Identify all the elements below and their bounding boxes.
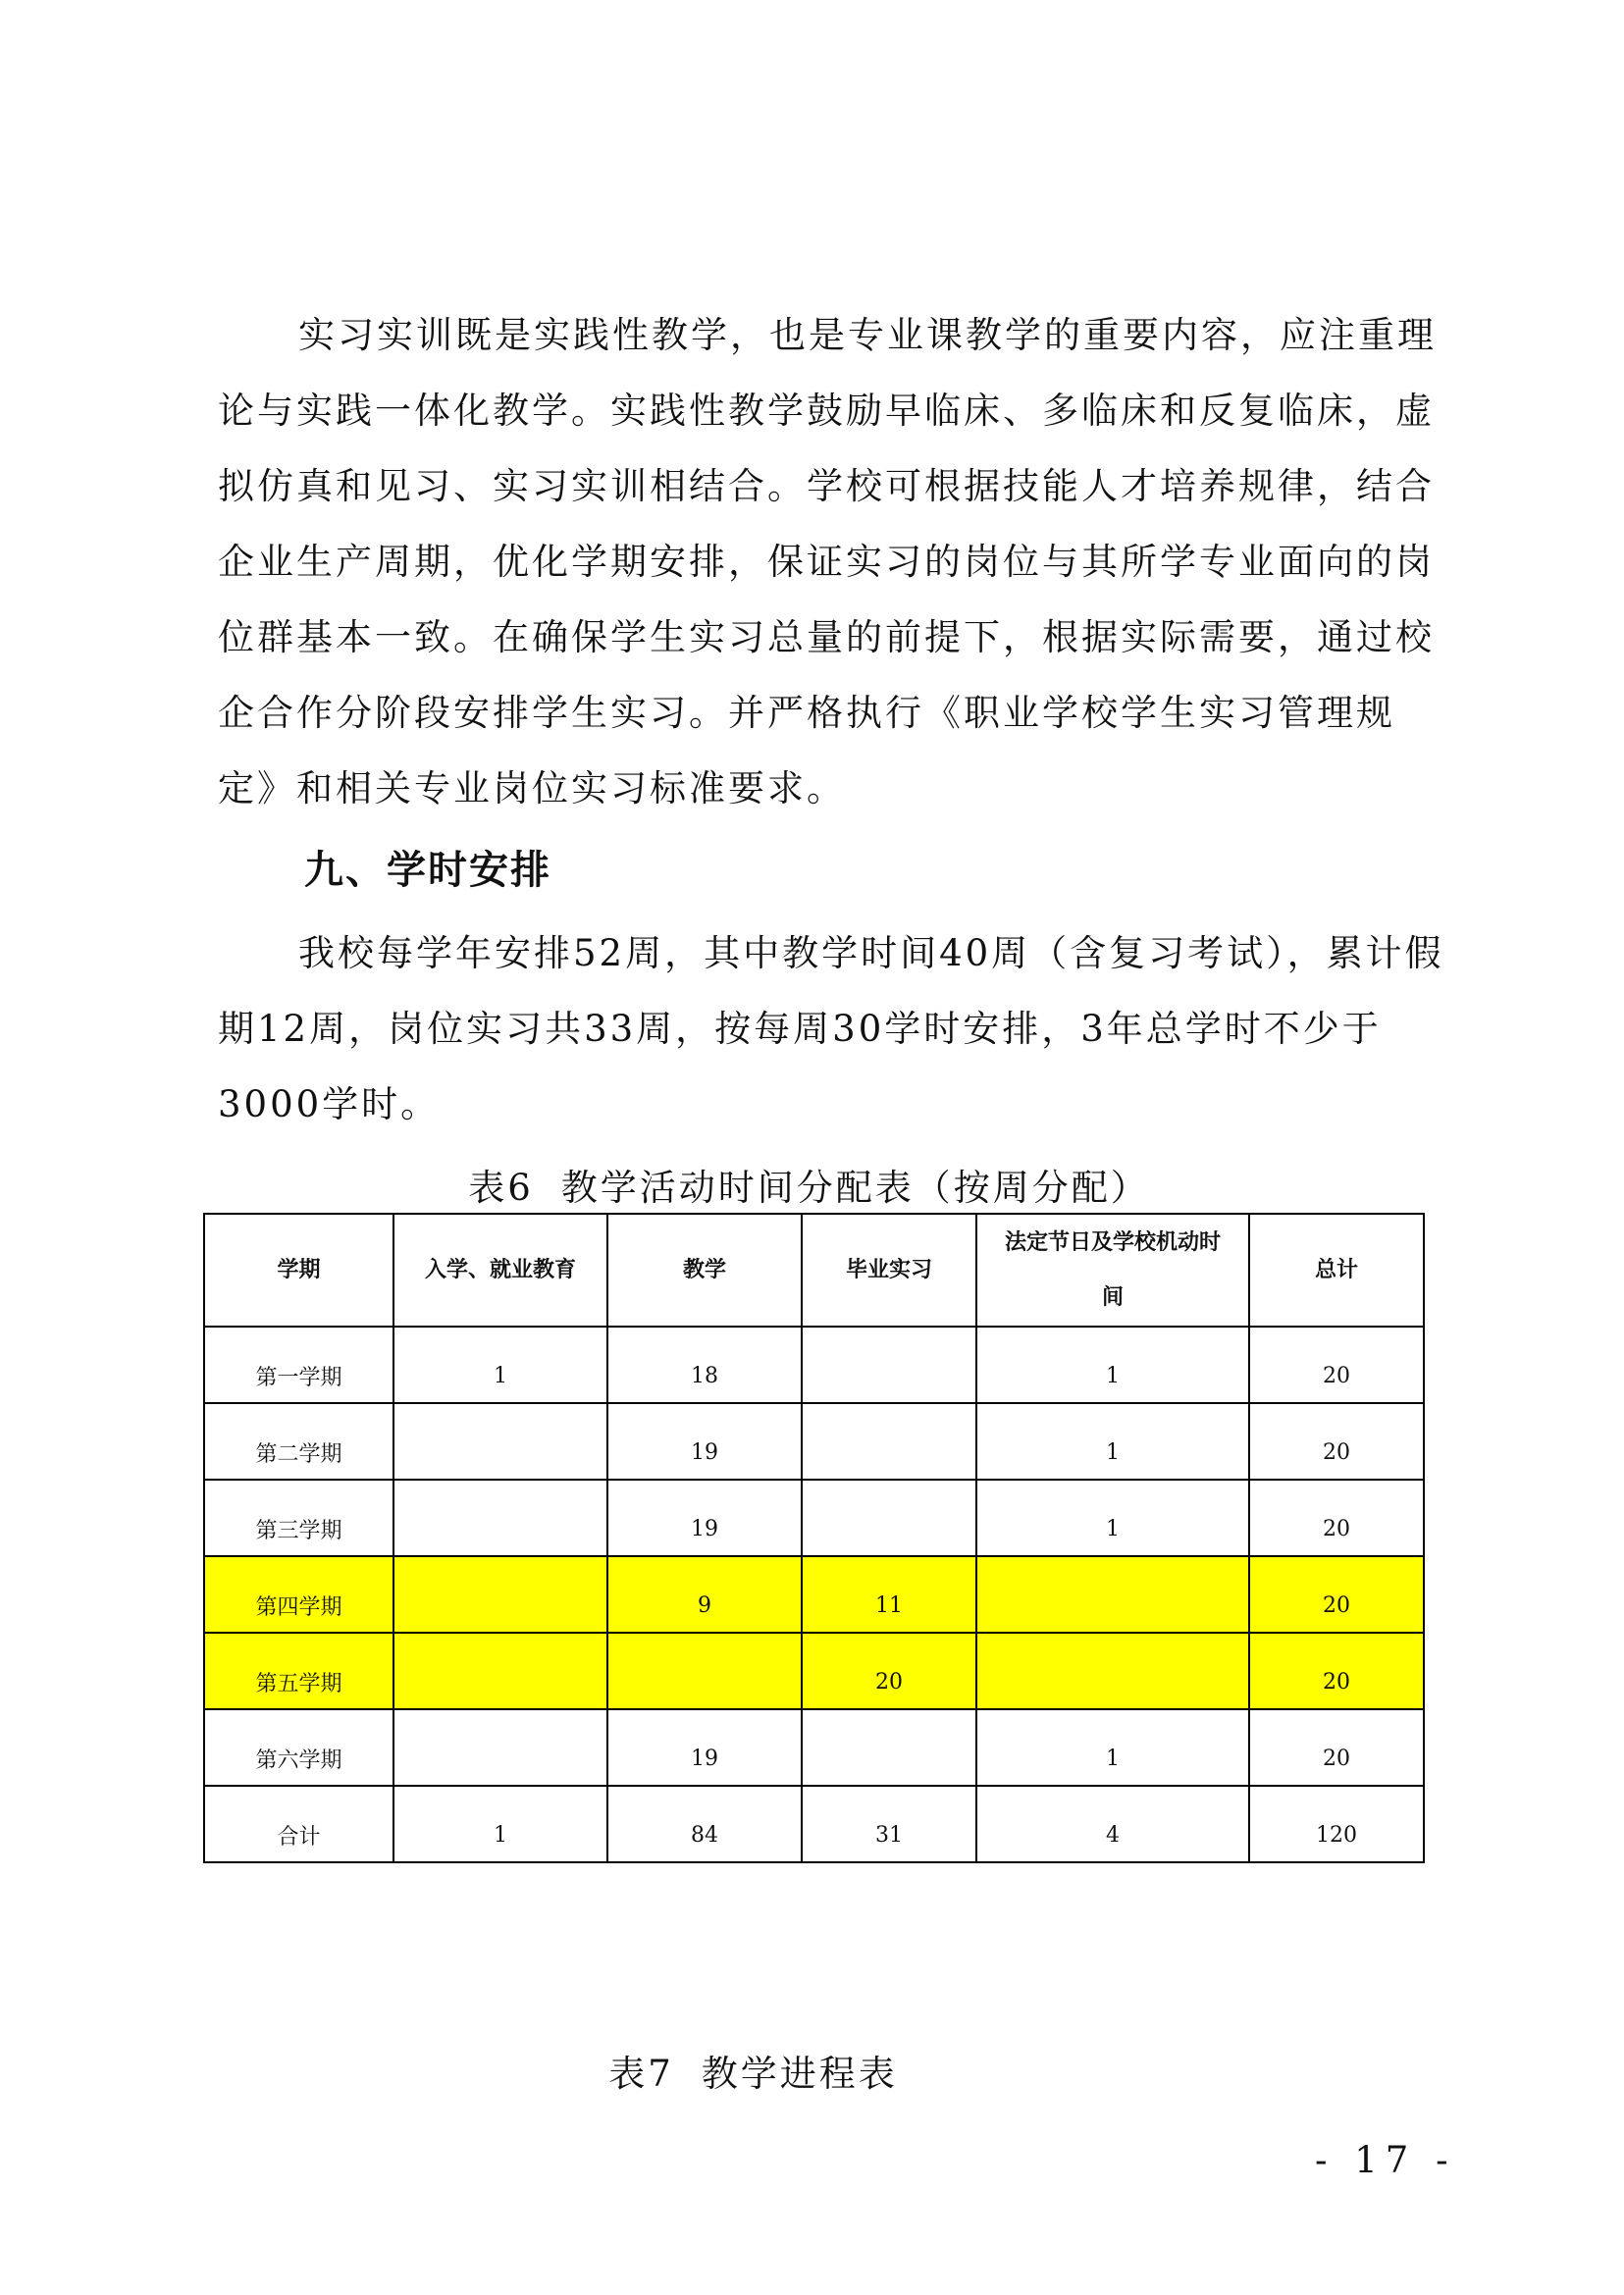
cell-holidays: 1 [976, 1709, 1249, 1786]
body-paragraph-schedule: 我校每学年安排52周，其中教学时间40周（含复习考试），累计假期12周，岗位实习共33周，按每周30学时安排，3年总学时不少于3000学时。 [218, 932, 1444, 1125]
table-row-total [204, 1786, 1424, 1862]
header-total: 总计 [1249, 1214, 1424, 1327]
table7-caption-number: 表7 [608, 2053, 674, 2095]
cell-internship [802, 1327, 976, 1403]
table-row [204, 1403, 1424, 1480]
cell-teaching: 18 [607, 1327, 802, 1403]
cell-total: 20 [1249, 1327, 1424, 1403]
cell-holidays: 4 [976, 1786, 1249, 1862]
cell-total: 20 [1249, 1403, 1424, 1480]
cell-term: 第六学期 [204, 1709, 393, 1786]
cell-orientation: 1 [393, 1786, 607, 1862]
cell-holidays: 1 [976, 1327, 1249, 1403]
cell-term: 第一学期 [204, 1327, 393, 1403]
cell-internship [802, 1480, 976, 1556]
cell-orientation [393, 1556, 607, 1633]
cell-internship [802, 1709, 976, 1786]
cell-teaching: 19 [607, 1709, 802, 1786]
cell-term: 第五学期 [204, 1633, 393, 1709]
cell-total: 20 [1249, 1633, 1424, 1709]
header-holidays: 法定节日及学校机动时间 [976, 1214, 1249, 1327]
header-orientation: 入学、就业教育 [393, 1214, 607, 1327]
teaching-time-allocation-table [203, 1213, 1425, 1863]
cell-teaching: 84 [607, 1786, 802, 1862]
cell-total: 20 [1249, 1709, 1424, 1786]
cell-term: 第三学期 [204, 1480, 393, 1556]
cell-orientation [393, 1709, 607, 1786]
cell-total: 120 [1249, 1786, 1424, 1862]
cell-term: 合计 [204, 1786, 393, 1862]
table-row [204, 1327, 1424, 1403]
header-internship: 毕业实习 [802, 1214, 976, 1327]
cell-teaching [607, 1633, 802, 1709]
body-paragraph-internship: 实习实训既是实践性教学，也是专业课教学的重要内容，应注重理论与实践一体化教学。实践性教学鼓励早临床、多临床和反复临床，虚拟仿真和见习、实习实训相结合。学校可根据技能人才培养规律，结合企业生产周期，优化学期安排，保证实习的岗位与其所学专业面向的岗位群基本一致。在确保学生实习总量的前提下，根据实际需要，通过校企合作分阶段安排学生实习。并严格执行《职业学校学生实习管理规定》和相关专业岗位实习标准要求。 [218, 314, 1437, 809]
cell-internship [802, 1403, 976, 1480]
cell-term: 第二学期 [204, 1403, 393, 1480]
page-number: - 17 - [1315, 2139, 1456, 2181]
cell-total: 20 [1249, 1480, 1424, 1556]
table-row-highlighted [204, 1556, 1424, 1633]
cell-holidays: 1 [976, 1403, 1249, 1480]
table6-caption-title: 教学活动时间分配表（按周分配） [560, 1167, 1150, 1209]
header-teaching: 教学 [607, 1214, 802, 1327]
table7-caption [0, 2044, 1565, 2097]
cell-internship: 20 [802, 1633, 976, 1709]
cell-teaching: 19 [607, 1403, 802, 1480]
table6-caption [0, 1158, 1621, 1211]
table-row-highlighted [204, 1633, 1424, 1709]
cell-orientation [393, 1633, 607, 1709]
cell-holidays [976, 1633, 1249, 1709]
cell-orientation: 1 [393, 1327, 607, 1403]
cell-internship: 31 [802, 1786, 976, 1862]
cell-orientation [393, 1480, 607, 1556]
cell-teaching: 9 [607, 1556, 802, 1633]
table-row [204, 1480, 1424, 1556]
cell-internship: 11 [802, 1556, 976, 1633]
cell-holidays: 1 [976, 1480, 1249, 1556]
header-term: 学期 [204, 1214, 393, 1327]
table-header-row [204, 1214, 1424, 1327]
table7-caption-title: 教学进程表 [701, 2053, 898, 2095]
table-row [204, 1709, 1424, 1786]
cell-teaching: 19 [607, 1480, 802, 1556]
cell-holidays [976, 1556, 1249, 1633]
section-heading-class-hours: 九、学时安排 [304, 848, 551, 893]
cell-orientation [393, 1403, 607, 1480]
table6-caption-number: 表6 [468, 1167, 534, 1209]
cell-total: 20 [1249, 1556, 1424, 1633]
cell-term: 第四学期 [204, 1556, 393, 1633]
